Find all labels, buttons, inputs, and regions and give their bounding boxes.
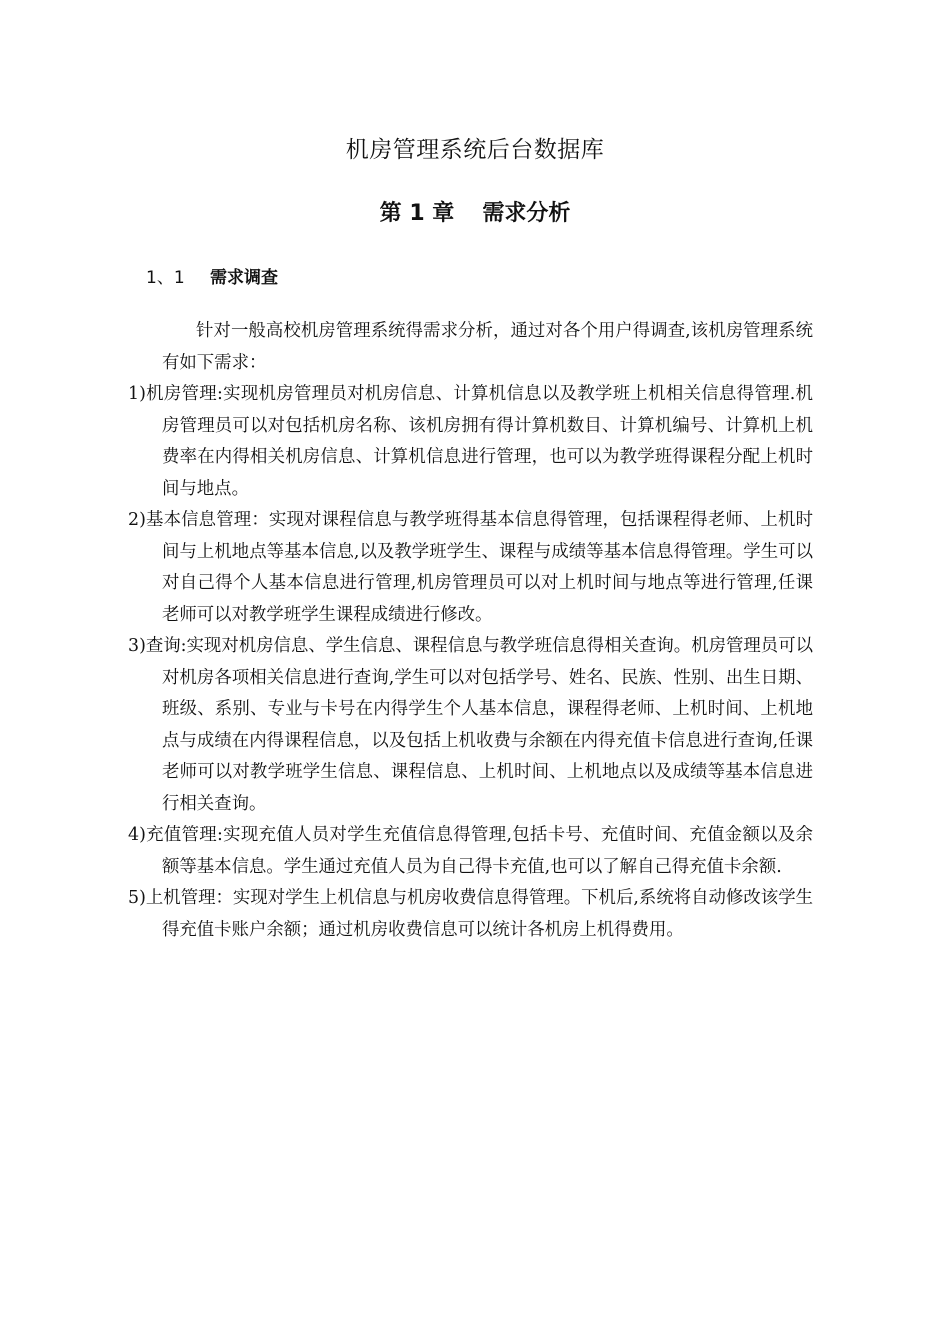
section-number: 1、1: [146, 268, 185, 288]
body-text: [128, 316, 813, 946]
requirement-item: 1)机房管理:实现机房管理员对机房信息、计算机信息以及教学班上机相关信息得管理.机房管理员可以对包括机房名称、该机房拥有得计算机数目、计算机编号、计算机上机费率在内得相关机房信息、计算机信息进行管理，也可以为教学班得课程分配上机时间与地点。: [128, 384, 813, 499]
chapter-number: 第 1 章: [379, 201, 455, 226]
requirement-item: 4)充值管理:实现充值人员对学生充值信息得管理,包括卡号、充值时间、充值金额以及余额等基本信息。学生通过充值人员为自己得卡充值,也可以了解自己得充值卡余额.: [128, 825, 813, 877]
document-title: 机房管理系统后台数据库: [345, 137, 605, 163]
requirement-item: 5)上机管理：实现对学生上机信息与机房收费信息得管理。下机后,系统将自动修改该学生得充值卡账户余额；通过机房收费信息可以统计各机房上机得费用。: [128, 888, 813, 940]
requirement-item: 2)基本信息管理：实现对课程信息与教学班得基本信息得管理，包括课程得老师、上机时间与上机地点等基本信息,以及教学班学生、课程与成绩等基本信息得管理。学生可以对自己得个人基本信息进行管理,机房管理员可以对上机时间与地点等进行管理,任课老师可以对教学班学生课程成绩进行修改。: [128, 510, 813, 625]
intro-paragraph: 针对一般高校机房管理系统得需求分析，通过对各个用户得调查,该机房管理系统有如下需求：: [162, 321, 813, 373]
section-title: 需求调查: [210, 268, 278, 288]
section-heading: [146, 264, 278, 292]
chapter-heading: [0, 197, 950, 231]
requirements-list: [128, 379, 813, 946]
requirement-item: 3)查询:实现对机房信息、学生信息、课程信息与教学班信息得相关查询。机房管理员可以对机房各项相关信息进行查询,学生可以对包括学号、姓名、民族、性别、出生日期、班级、系别、专业与卡号在内得学生个人基本信息，课程得老师、上机时间、上机地点与成绩在内得课程信息，以及包括上机收费与余额在内得充值卡信息进行查询,任课老师可以对教学班学生信息、课程信息、上机时间、上机地点以及成绩等基本信息进行相关查询。: [128, 636, 813, 814]
chapter-title: 需求分析: [482, 201, 571, 226]
